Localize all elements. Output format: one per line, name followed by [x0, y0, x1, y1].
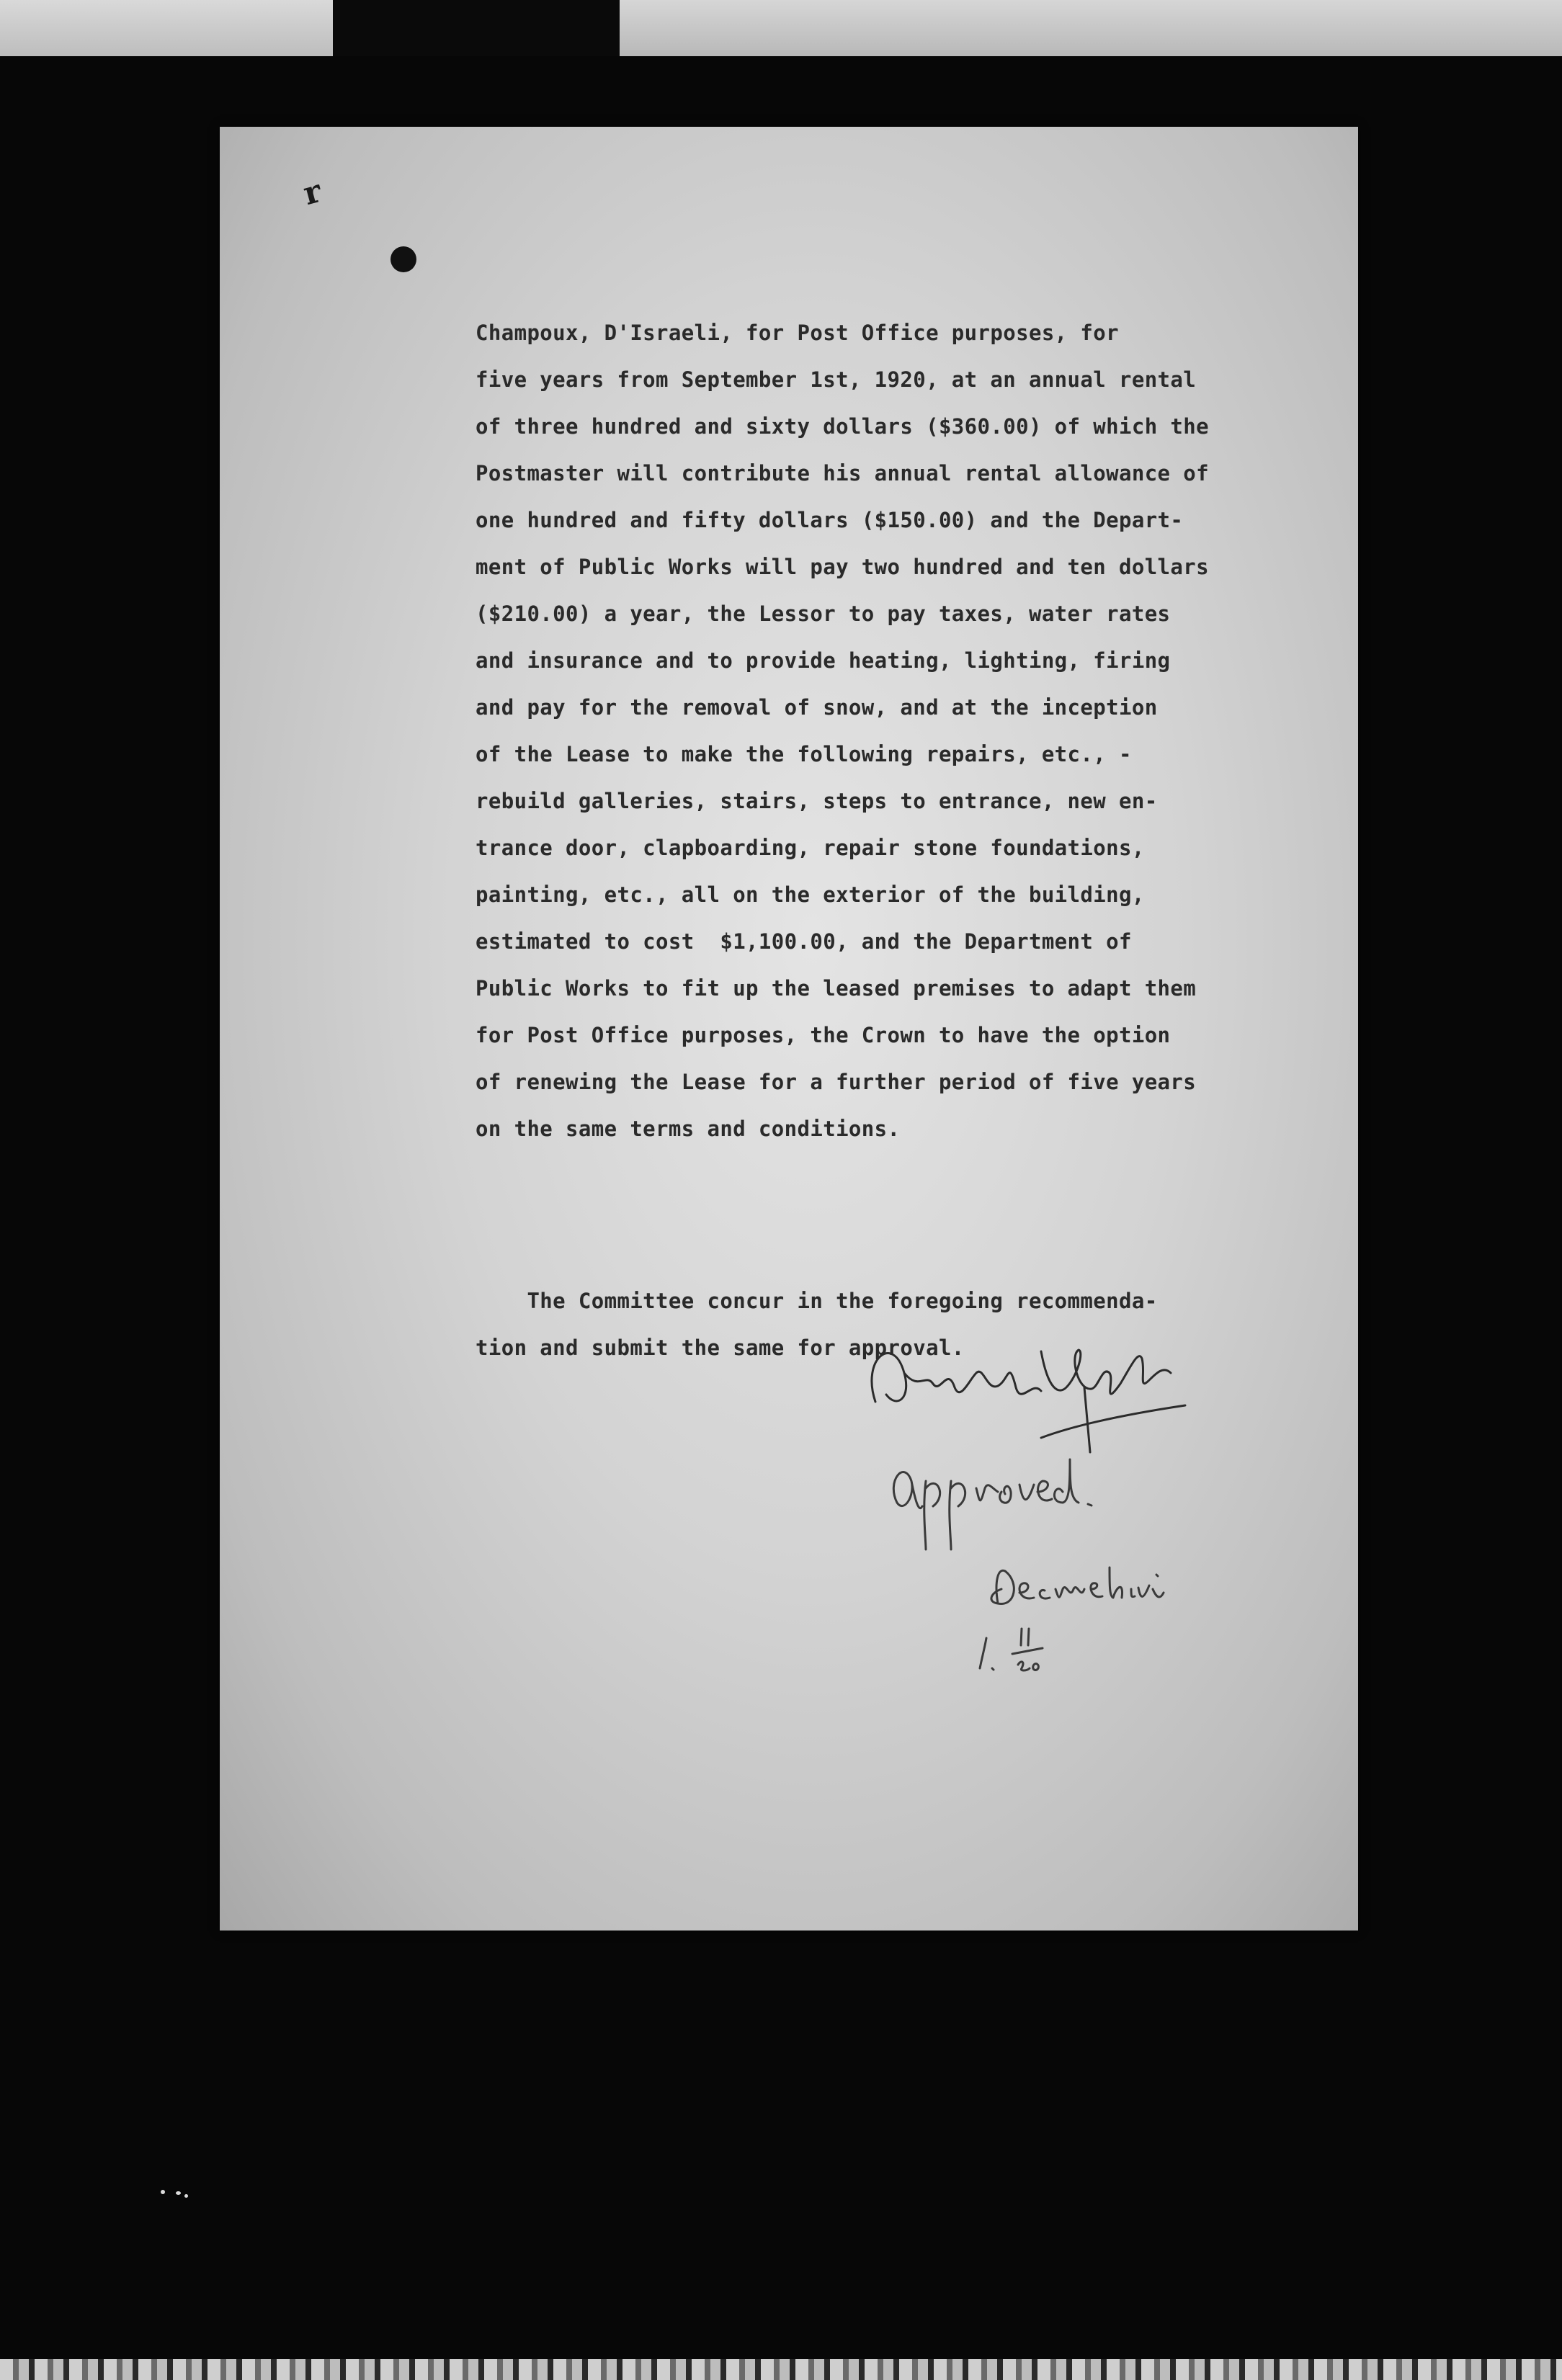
text-line: of the Lease to make the following repairs, etc., - [476, 742, 1132, 766]
date-handwriting [980, 1629, 1043, 1670]
text-line: and insurance and to provide heating, lighting, firing [476, 648, 1171, 673]
punch-hole [390, 246, 416, 272]
handwriting-drawing [854, 1265, 1214, 1712]
corner-mark: r [299, 172, 326, 213]
film-speck [161, 2190, 165, 2194]
text-line: for Post Office purposes, the Crown to have the option [476, 1023, 1171, 1047]
signature-handwriting [872, 1350, 1185, 1452]
film-edge-right [620, 0, 1562, 56]
text-line: trance door, clapboarding, repair stone foundations, [476, 836, 1145, 860]
film-edge-gap [333, 0, 620, 56]
text-line: of three hundred and sixty dollars ($360.00) of which the [476, 414, 1209, 439]
text-line: and pay for the removal of snow, and at the inception [476, 695, 1158, 720]
text-line: rebuild galleries, stairs, steps to entrance, new en- [476, 789, 1158, 813]
text-line: ment of Public Works will pay two hundred and ten dollars [476, 555, 1209, 579]
document-page [220, 127, 1358, 1931]
text-line: Postmaster will contribute his annual rental allowance of [476, 461, 1209, 486]
paragraph-1 [476, 310, 1311, 1153]
film-edge-left [0, 0, 333, 56]
text-line: painting, etc., all on the exterior of the building, [476, 882, 1145, 907]
december-handwriting [991, 1567, 1164, 1603]
handwritten-annotations [854, 1265, 1214, 1712]
text-line: tion and submit the same for approval. [476, 1336, 965, 1360]
film-speck [176, 2191, 181, 2195]
text-line: on the same terms and conditions. [476, 1117, 901, 1141]
text-line: of renewing the Lease for a further period of five years [476, 1070, 1197, 1094]
film-edge-bottom [0, 2359, 1562, 2380]
text-line: one hundred and fifty dollars ($150.00) and the Depart- [476, 508, 1184, 532]
text-line: Public Works to fit up the leased premises to adapt them [476, 976, 1197, 1001]
approved-handwriting [893, 1459, 1092, 1549]
film-speck [184, 2194, 188, 2198]
text-line: estimated to cost $1,100.00, and the Department of [476, 929, 1132, 954]
text-line: ($210.00) a year, the Lessor to pay taxes, water rates [476, 601, 1171, 626]
text-line: five years from September 1st, 1920, at an annual rental [476, 367, 1197, 392]
text-line: The Committee concur in the foregoing recommenda- [476, 1289, 1158, 1313]
text-line: Champoux, D'Israeli, for Post Office purposes, for [476, 321, 1119, 345]
